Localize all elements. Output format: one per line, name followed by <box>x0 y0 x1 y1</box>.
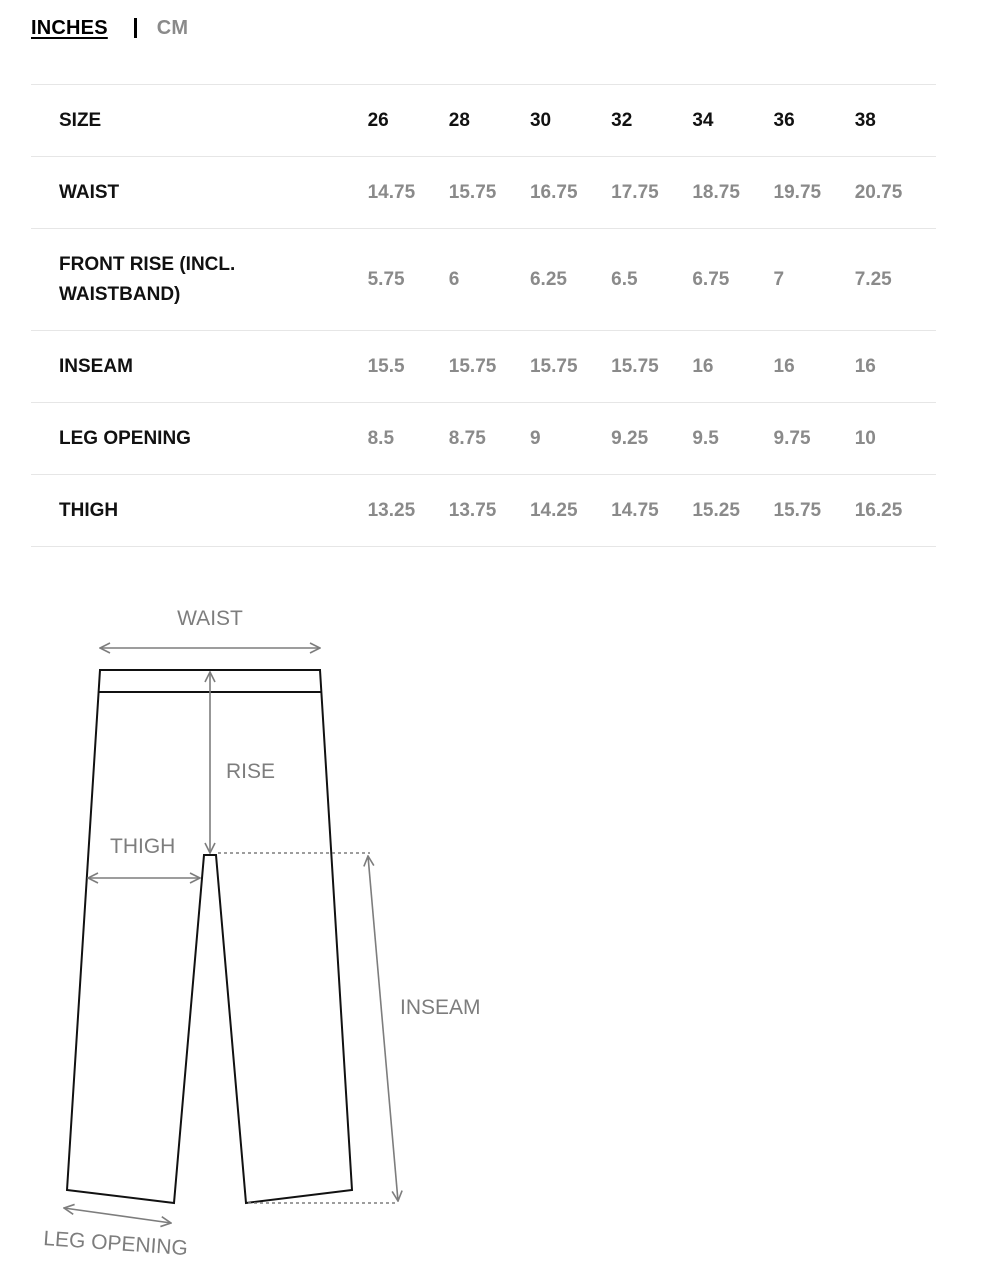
size-header: 28 <box>449 85 530 157</box>
leg-opening-label: LEG OPENING <box>42 1227 189 1261</box>
table-cell: 7.25 <box>855 229 936 331</box>
inseam-arrow <box>368 856 398 1201</box>
size-header: 26 <box>368 85 449 157</box>
table-cell: 8.75 <box>449 403 530 475</box>
table-cell: 14.75 <box>368 157 449 229</box>
table-cell: 16.75 <box>530 157 611 229</box>
table-cell: 20.75 <box>855 157 936 229</box>
unit-separator <box>134 18 137 38</box>
table-cell: 9.5 <box>692 403 773 475</box>
table-cell: 10 <box>855 403 936 475</box>
table-row-inseam <box>31 331 936 403</box>
unit-tab-inches[interactable]: INCHES <box>31 16 108 39</box>
table-row-leg-opening <box>31 403 936 475</box>
unit-toggle <box>31 14 188 42</box>
row-label: THIGH <box>31 475 368 547</box>
table-cell: 16 <box>855 331 936 403</box>
table-cell: 13.75 <box>449 475 530 547</box>
pants-measurement-diagram <box>0 580 520 1280</box>
size-header: 34 <box>692 85 773 157</box>
row-label: INSEAM <box>31 331 368 403</box>
table-cell: 6.25 <box>530 229 611 331</box>
table-header-row <box>31 85 936 157</box>
leg-opening-arrow <box>64 1208 171 1223</box>
row-label: LEG OPENING <box>31 403 368 475</box>
table-cell: 6.75 <box>692 229 773 331</box>
table-cell: 15.75 <box>449 157 530 229</box>
table-cell: 6.5 <box>611 229 692 331</box>
size-header: 38 <box>855 85 936 157</box>
table-cell: 14.25 <box>530 475 611 547</box>
table-cell: 15.75 <box>449 331 530 403</box>
table-cell: 9.25 <box>611 403 692 475</box>
size-header: 32 <box>611 85 692 157</box>
table-row-thigh <box>31 475 936 547</box>
unit-tab-cm[interactable]: CM <box>156 16 189 39</box>
size-header: 30 <box>530 85 611 157</box>
table-cell: 6 <box>449 229 530 331</box>
table-row-waist <box>31 157 936 229</box>
table-cell: 19.75 <box>774 157 855 229</box>
table-cell: 14.75 <box>611 475 692 547</box>
table-cell: 16 <box>774 331 855 403</box>
table-cell: 15.5 <box>368 331 449 403</box>
table-cell: 5.75 <box>368 229 449 331</box>
row-label: WAIST <box>31 157 368 229</box>
size-header: 36 <box>774 85 855 157</box>
table-row-front-rise <box>31 229 936 331</box>
table-cell: 7 <box>774 229 855 331</box>
table-cell: 16 <box>692 331 773 403</box>
table-cell: 13.25 <box>368 475 449 547</box>
thigh-label: THIGH <box>110 835 176 858</box>
waist-label: WAIST <box>177 607 243 630</box>
rise-label: RISE <box>226 760 276 783</box>
table-cell: 15.75 <box>774 475 855 547</box>
table-cell: 15.75 <box>611 331 692 403</box>
table-cell: 18.75 <box>692 157 773 229</box>
row-label: FRONT RISE (INCL. WAISTBAND) <box>31 229 368 331</box>
table-cell: 8.5 <box>368 403 449 475</box>
table-cell: 17.75 <box>611 157 692 229</box>
table-cell: 9.75 <box>774 403 855 475</box>
inseam-label: INSEAM <box>400 996 481 1019</box>
size-chart-table <box>31 84 936 547</box>
table-cell: 15.25 <box>692 475 773 547</box>
header-label: SIZE <box>31 85 368 157</box>
table-cell: 16.25 <box>855 475 936 547</box>
table-cell: 15.75 <box>530 331 611 403</box>
table-cell: 9 <box>530 403 611 475</box>
